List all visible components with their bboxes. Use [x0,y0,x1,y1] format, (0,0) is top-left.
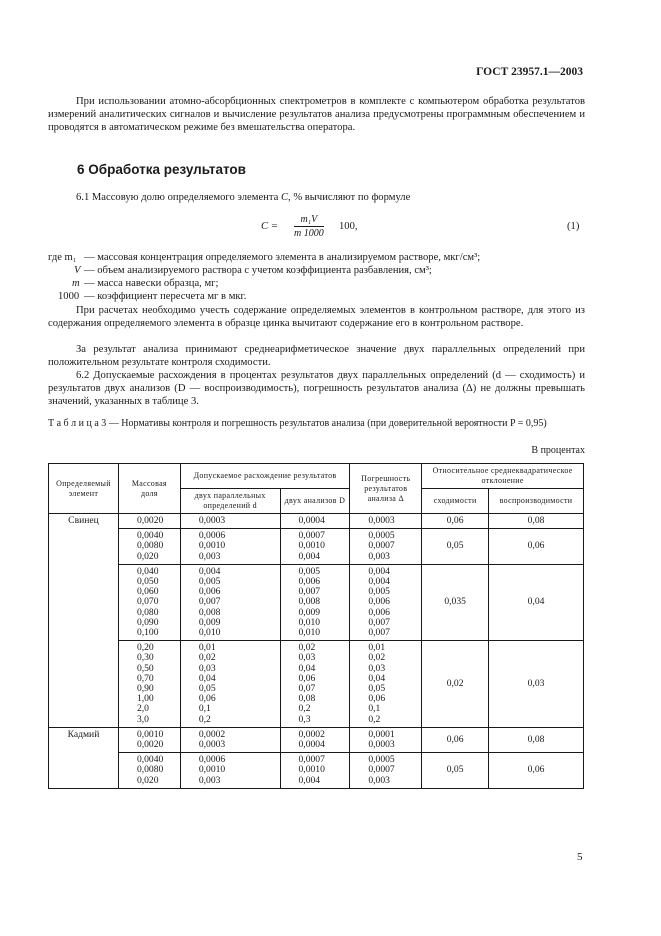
col-header-relative: Относительное среднеквадратическое отклонение [422,464,584,489]
cell-d: 0,01 0,02 0,03 0,04 0,05 0,06 0,1 0,2 [180,641,280,728]
cell-sr: 0,06 [422,727,489,752]
cell-d: 0,0006 0,0010 0,003 [180,753,280,789]
cell-err: 0,0005 0,0007 0,003 [350,753,422,789]
col-header-reproducibility: воспроизводимости [489,489,584,514]
cell-sr: 0,06 [422,514,489,529]
cell-sr: 0,02 [422,641,489,728]
cell-err: 0,0003 [350,514,422,529]
cell-d: 0,0003 [180,514,280,529]
clause-6-1 [76,191,613,204]
formula-multiplier: 100, [339,221,358,232]
where-item [48,264,585,277]
col-header-parallel: двух параллельных определений d [180,489,280,514]
cell-sR: 0,04 [489,564,584,640]
where-text: — масса навески образца, мг; [84,278,219,289]
cell-D: 0,02 0,03 0,04 0,06 0,07 0,08 0,2 0,3 [280,641,350,728]
cell-mass: 0,20 0,30 0,50 0,70 0,90 1,00 2,0 3,0 [118,641,180,728]
cell-sR: 0,03 [489,641,584,728]
formula-1 [0,213,661,243]
cell-mass: 0,0040 0,0080 0,020 [118,529,180,565]
cell-D: 0,0007 0,0010 0,004 [280,529,350,565]
formula-denominator: m 1000 [294,228,324,239]
clause-6-2: 6.2 Допускаемые расхождения в процентах результатов двух параллельных определений (d — сходимость) и результатов двух анализов (D — воспроизводимость), погрешность результатов анализа (Δ) не должны превышать значений, указанных в таблице 3. [48,370,585,407]
document-header: ГОСТ 23957.1—2003 [476,66,583,78]
cell-err: 0,0005 0,0007 0,003 [350,529,422,565]
cell-mass: 0,040 0,050 0,060 0,070 0,080 0,090 0,100 [118,564,180,640]
cell-err: 0,0001 0,0003 [350,727,422,752]
where-item [48,251,585,264]
where-text: — коэффициент пересчета мг в мкг. [84,291,247,302]
norms-table [48,463,584,789]
cell-sr: 0,05 [422,753,489,789]
cell-sR: 0,06 [489,529,584,565]
where-symbol: где m₁ [48,252,77,263]
where-symbol: m [72,278,80,289]
table-row [49,727,584,752]
cell-d: 0,004 0,005 0,006 0,007 0,008 0,009 0,010 [180,564,280,640]
table-caption: Т а б л и ц а 3 — Нормативы контроля и погрешность результатов анализа (при доверительной вероятности P = 0,95) [48,418,547,429]
where-text: — массовая концентрация определяемого элемента в анализируемом растворе, мкг/см³; [84,252,481,263]
cell-D: 0,0007 0,0010 0,004 [280,753,350,789]
table-row [49,641,584,728]
clause-6-1-rest: , % вычисляют по формуле [288,192,411,203]
cell-sR: 0,08 [489,727,584,752]
page-number: 5 [577,851,583,863]
where-symbol: V [74,265,81,276]
clause-6-1-text: 6.1 Массовую долю определяемого элемента [76,192,279,203]
where-text: — объем анализируемого раствора с учетом коэффициента разбавления, см³; [84,265,432,276]
section-title: 6 Обработка результатов [77,162,246,177]
col-header-allowed: Допускаемое расхождение результатов [180,464,350,489]
cell-err: 0,01 0,02 0,03 0,04 0,05 0,06 0,1 0,2 [350,641,422,728]
cell-D: 0,005 0,006 0,007 0,008 0,009 0,010 0,010 [280,564,350,640]
control-paragraph: При расчетах необходимо учесть содержание определяемых элементов в контрольном растворе, для этого из содержания определяемого элемента в образце цинка вычитают содержание его в контрольном растворе. [48,305,585,329]
cell-d: 0,0006 0,0010 0,003 [180,529,280,565]
result-paragraph: За результат анализа принимают среднеарифметическое значение двух параллельных определений при положительном результате контроля сходимости. [48,344,585,368]
formula-numerator: m₁V [294,213,324,227]
col-header-mass: Массовая доля [118,464,180,514]
col-header-analyses: двух анализов D [280,489,350,514]
formula-fraction [294,213,324,240]
cell-sR: 0,06 [489,753,584,789]
col-header-error: Погрешность результатов анализа Δ [350,464,422,514]
cell-err: 0,004 0,004 0,005 0,006 0,006 0,007 0,007 [350,564,422,640]
table-body [49,514,584,789]
where-item [48,290,585,303]
table-row [49,529,584,565]
table-row [49,514,584,529]
table-row [49,564,584,640]
table-header-row [49,464,584,489]
cell-sr: 0,035 [422,564,489,640]
table-row [49,753,584,789]
formula-number: (1) [567,221,580,232]
formula-lhs: C = [261,221,278,232]
where-symbol: 1000 [58,291,80,302]
col-header-convergence: сходимости [422,489,489,514]
where-item [48,277,585,290]
clause-6-1-variable: C [280,192,289,203]
intro-paragraph: При использовании атомно-абсорбционных спектрометров в комплекте с компьютером обработка результатов измерений аналитических сигналов и вычисление результатов анализа предусмотрены программным обеспечением и проводятся в автоматическом режиме без вмешательства оператора. [48,96,585,133]
cell-d: 0,0002 0,0003 [180,727,280,752]
cell-D: 0,0004 [280,514,350,529]
cell-sr: 0,05 [422,529,489,565]
cell-sR: 0,08 [489,514,584,529]
table-unit: В процентах [531,445,585,456]
cell-D: 0,0002 0,0004 [280,727,350,752]
cell-element: Свинец [49,514,119,728]
cell-element: Кадмий [49,727,119,788]
cell-mass: 0,0020 [118,514,180,529]
cell-mass: 0,0010 0,0020 [118,727,180,752]
col-header-element: Определяемый элемент [49,464,119,514]
where-list [48,251,585,303]
cell-mass: 0,0040 0,0080 0,020 [118,753,180,789]
